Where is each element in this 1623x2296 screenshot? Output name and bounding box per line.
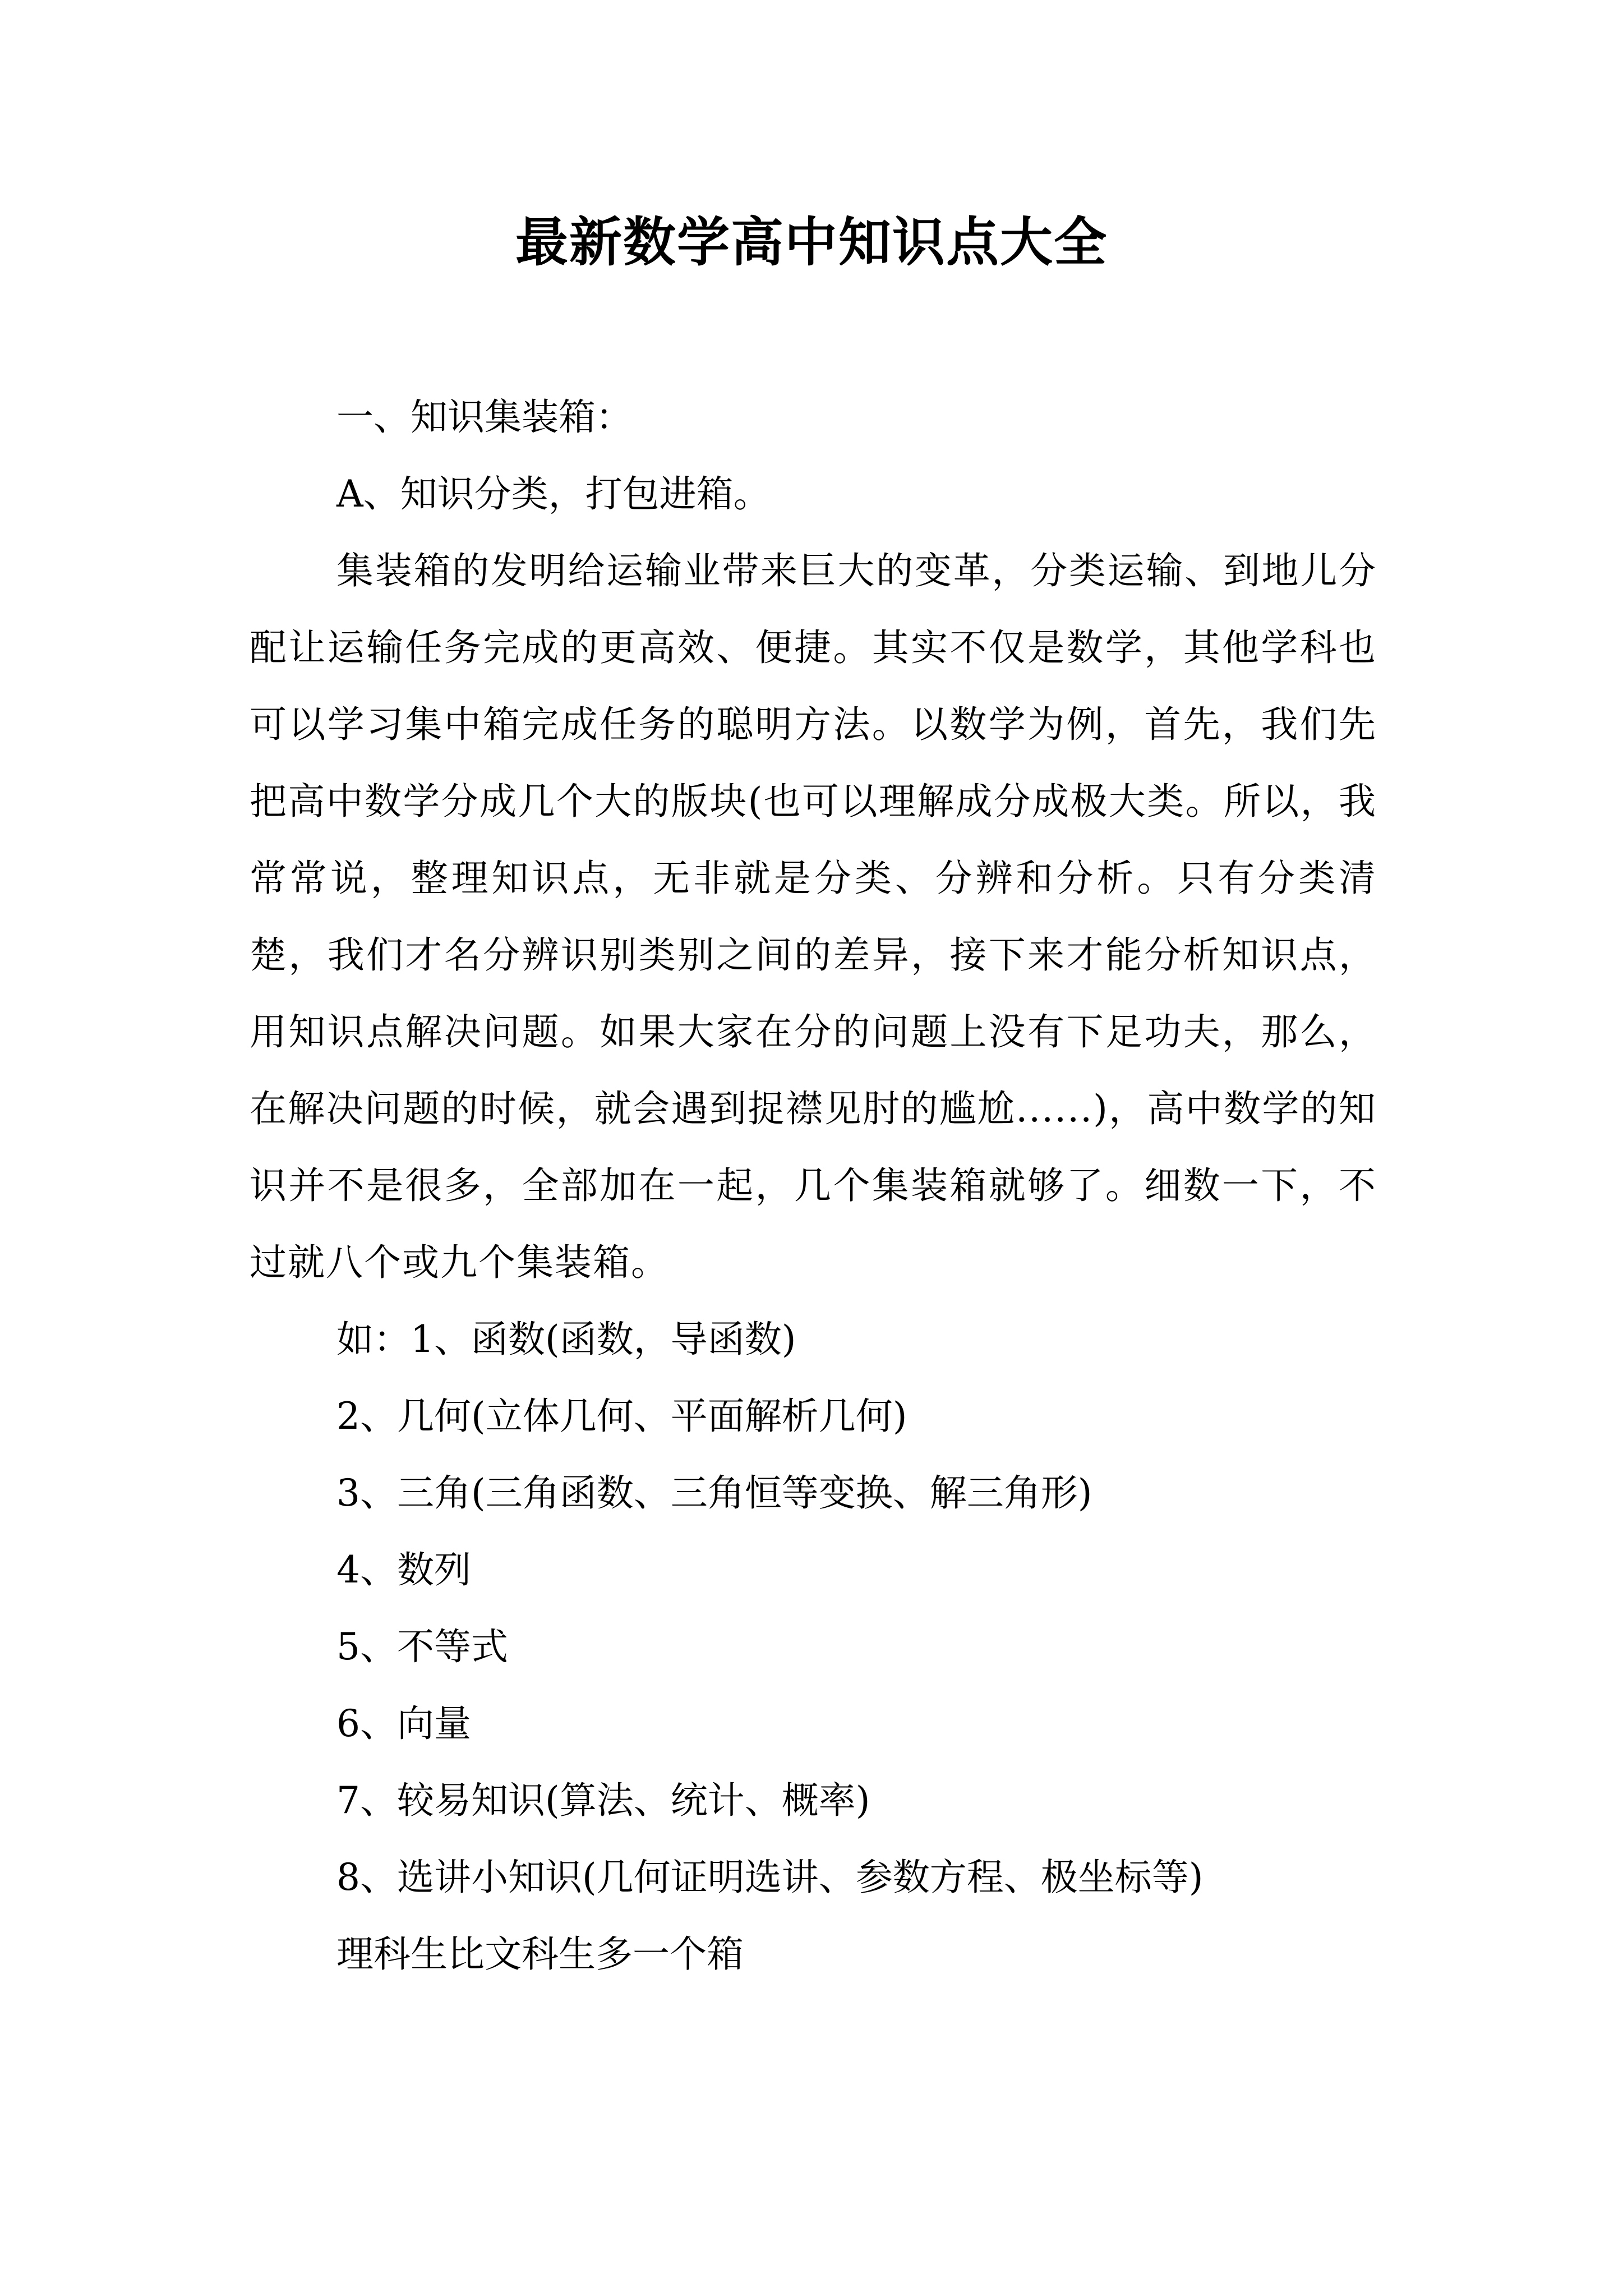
document-body bbox=[250, 379, 1377, 1993]
list-item-3: 3、三角(三角函数、三角恒等变换、解三角形) bbox=[336, 1471, 1092, 1515]
body-paragraph: 集装箱的发明给运输业带来巨大的变革，分类运输、到地儿分配让运输任务完成的更高效、便捷。其实不仅是数学，其他学科也可以学习集中箱完成任务的聪明方法。以数学为例，首先，我们先把高中数学分成几个大的版块(也可以理解成分成极大类。所以，我常常说，整理知识点，无非就是分类、分辨和分析。只有分类清楚，我们才名分辨识别类别之间的差异，接下来才能分析知识点，用知识点解决问题。如果大家在分的问题上没有下足功夫，那么，在解决问题的时候，就会遇到捉襟见肘的尴尬......)，高中数学的知识并不是很多，全部加在一起，几个集装箱就够了。细数一下，不过就八个或九个集装箱。 bbox=[250, 549, 1377, 1284]
list-item-5: 5、不等式 bbox=[336, 1625, 508, 1668]
list-item-2: 2、几何(立体几何、平面解析几何) bbox=[336, 1395, 907, 1438]
subheading: A、知识分类，打包进箱。 bbox=[336, 472, 771, 516]
list-item-1: 如：1、函数(函数，导函数) bbox=[336, 1318, 796, 1361]
closing-note: 理科生比文科生多一个箱 bbox=[336, 1932, 744, 1976]
list-item-8: 8、选讲小知识(几何证明选讲、参数方程、极坐标等) bbox=[336, 1856, 1204, 1899]
document-title: 最新数学高中知识点大全 bbox=[515, 212, 1108, 273]
list-item-6: 6、向量 bbox=[336, 1702, 471, 1745]
list-item-4: 4、数列 bbox=[336, 1548, 471, 1591]
list-item-7: 7、较易知识(算法、统计、概率) bbox=[336, 1779, 870, 1822]
section-heading: 一、知识集装箱： bbox=[336, 395, 633, 439]
